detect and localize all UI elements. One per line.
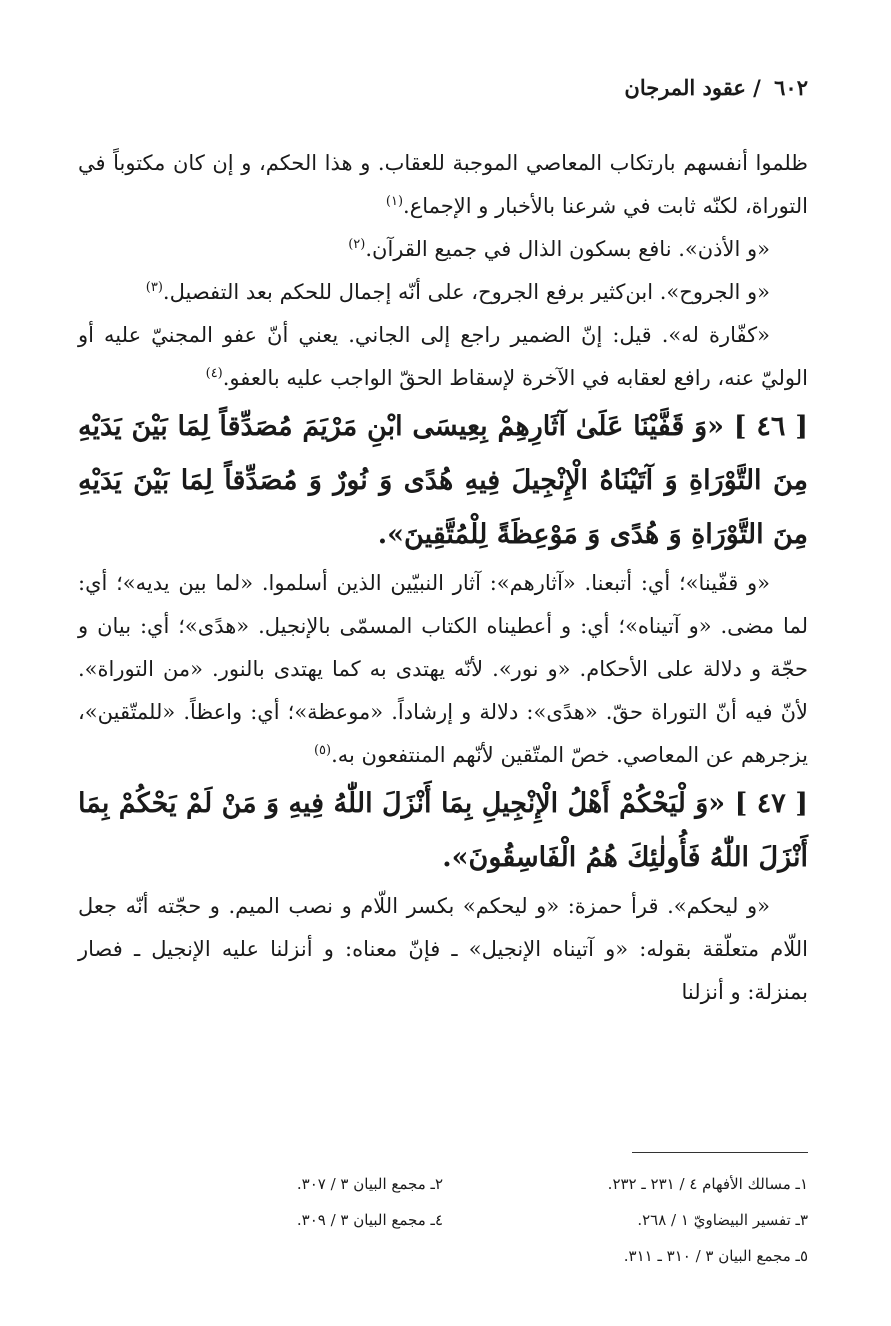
paragraph-4: «كفّارة له». قيل: إنّ الضمير راجع إلى الجاني. يعني أنّ عفو المجنيّ عليه أو الوليّ عنه، رافع لعقابه في الآخرة لإسقاط الحقّ الواجب عليه بالعفو.$^{(٤)}$: [78, 323, 808, 390]
footnote-ref-1: (١): [385, 194, 404, 209]
footnote-2: ٢ـ مجمع البيان ٣ / ٣٠٧.: [296, 1175, 443, 1193]
verse-46: [ ٤٦ ] «وَ قَفَّيْنَا عَلَىٰ آثَارِهِمْ بِعِيسَى ابْنِ مَرْيَمَ مُصَدِّقاً لِمَا بَيْنَ يَدَيْهِ مِنَ التَّوْرَاةِ وَ آتَيْنَاهُ الْإِنْجِيلَ فِيهِ هُدًى وَ نُورٌ وَ مُصَدِّقاً لِمَا بَيْنَ يَدَيْهِ مِنَ التَّوْرَاةِ وَ هُدًى وَ مَوْعِظَةً لِلْمُتَّقِينَ».: [78, 411, 808, 550]
footnote-divider: [632, 1152, 808, 1153]
footnote-ref-2: (٢): [348, 237, 366, 252]
paragraph-3: «و الجروح». ابن‌كثير برفع الجروح، على أنّه إجمال للحكم بعد التفصيل.$^{(٣)}$: [145, 280, 770, 304]
page-number: ٦٠٢: [774, 75, 808, 100]
header-separator: /: [753, 75, 761, 100]
footnote-3: ٣ـ تفسير البيضاويّ ١ / ٢٦٨.: [637, 1211, 808, 1229]
commentary-46: «و قفّينا»؛ أي: أتبعنا. «آثارهم»: آثار النبيّين الذين أسلموا. «لما بين يديه»؛ أي: لما مضى. «و آتيناه»؛ أي: و أعطيناه الكتاب المسمّى بالإنجيل. «هدًى»؛ أي: بيان و حجّة و دلالة على الأحكام. «و نور». لأنّه يهتدى به كما يهتدى بالنور. «من التوراة». لأنّ فيه أنّ التوراة حقّ. «هدًى»: دلالة و إرشاداً. «موعظة»؛ أي: واعظاً. «للمتّقين»، يزجرهم عن المعاصي. خصّ المتّقين لأنّهم المنتفعون به.$^{(٥)}$: [78, 571, 808, 767]
footnote-1: ١ـ مسالك الأفهام ٤ / ٢٣١ ـ ٢٣٢.: [607, 1175, 808, 1193]
footnote-ref-5: (٥): [313, 743, 332, 758]
commentary-47: «و ليحكم». قرأ حمزة: «و ليحكم» بكسر اللّام و نصب الميم. و حجّته أنّه جعل اللّام متعلّقة بقوله: «و آتيناه الإنجيل» ـ فإنّ معناه: و أنزلنا عليه الإنجيل ـ فصار بمنزلة: و أنزلنا: [78, 894, 808, 1004]
paragraph-1: ظلموا أنفسهم بارتكاب المعاصي الموجبة للعقاب. و هذا الحكم، و إن كان مكتوباً في التوراة، لكنّه ثابت في شرعنا بالأخبار و الإجماع.$^{(١)}$: [78, 151, 808, 218]
footnote-4: ٤ـ مجمع البيان ٣ / ٣٠٩.: [296, 1211, 443, 1229]
footnote-ref-3: (٣): [145, 280, 163, 295]
main-text: [78, 142, 808, 1014]
page-content: [78, 70, 808, 1014]
book-title: عقود المرجان: [624, 75, 746, 100]
paragraph-2: «و الأذن». نافع بسكون الذال في جميع القرآن.$^{(٢)}$: [348, 237, 770, 261]
footnote-5: ٥ـ مجمع البيان ٣ / ٣١٠ ـ ٣١١.: [623, 1247, 808, 1265]
verse-47: [ ٤٧ ] «وَ لْيَحْكُمْ أَهْلُ الْإِنْجِيلِ بِمَا أَنْزَلَ اللّٰهُ فِيهِ وَ مَنْ لَمْ يَحْكُمْ بِمَا أَنْزَلَ اللّٰهُ فَأُولٰئِكَ هُمُ الْفَاسِقُونَ».: [78, 788, 808, 873]
footnote-ref-4: (٤): [205, 366, 223, 381]
running-header: [78, 70, 808, 106]
